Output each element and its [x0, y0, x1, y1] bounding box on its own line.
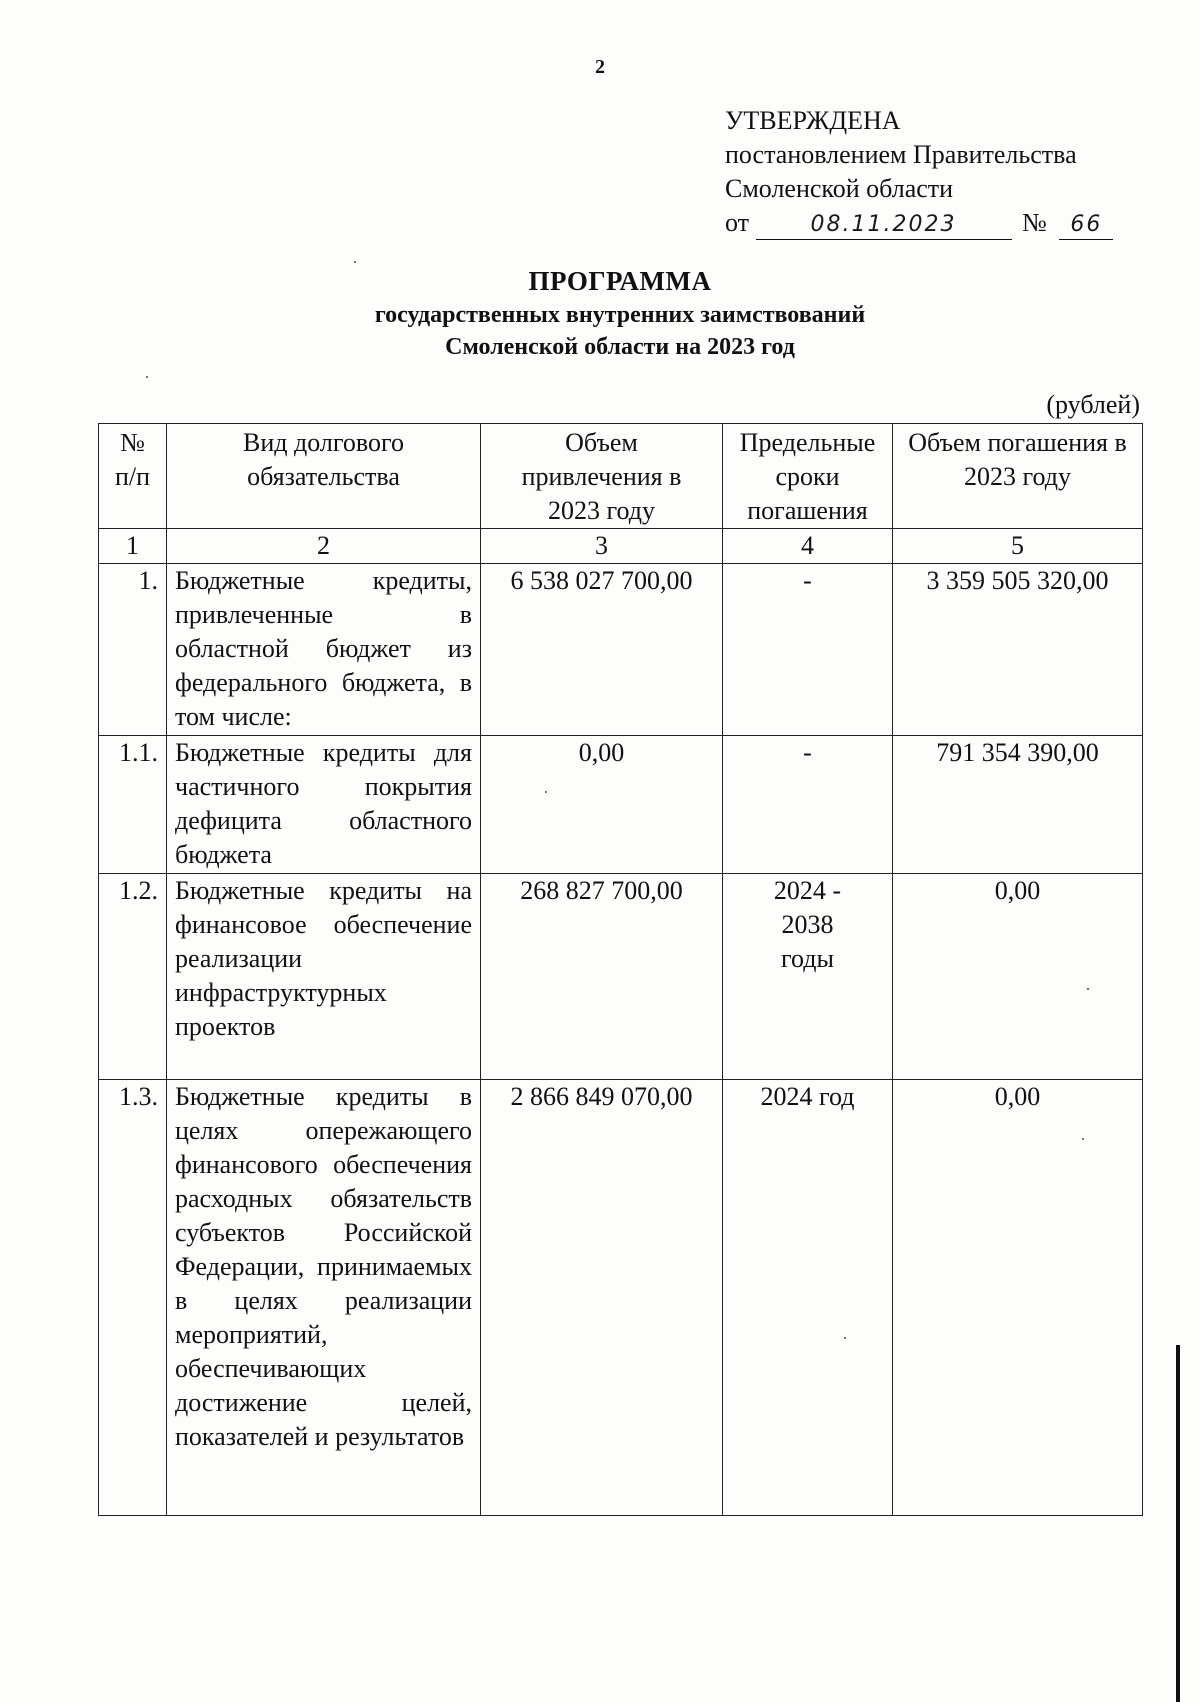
document-subtitle-line2: Смоленской области на 2023 год: [445, 334, 795, 360]
row-repayment-term: -: [723, 564, 893, 736]
scan-speck: [1082, 1138, 1084, 1140]
handwritten-number: 66: [1059, 212, 1113, 240]
row-debt-type: Бюджетные кредиты в целях опережающего финансового обеспечения расходных обязательств субъектов Российской Федерации, принимаемых в целях реализации мероприятий, обеспечивающих достижение целей, показателей и результатов: [167, 1080, 481, 1516]
header-raised-volume: Объем привлечения в 2023 году: [481, 424, 723, 529]
row-number: 1.: [99, 564, 167, 736]
row-raised-volume: 6 538 027 700,00: [481, 564, 723, 736]
row-raised-volume: 2 866 849 070,00: [481, 1080, 723, 1516]
row-raised-volume: 0,00: [481, 736, 723, 874]
scan-speck: [545, 791, 547, 793]
header-repaid-volume: Объем погашения в 2023 году: [893, 424, 1143, 529]
handwritten-date: 08.11.2023: [756, 212, 1012, 240]
row-repayment-term: -: [723, 736, 893, 874]
row-repaid-volume: 0,00: [893, 874, 1143, 1080]
scan-edge-bar: [1176, 1345, 1180, 1702]
column-number: 1: [99, 529, 167, 564]
row-repayment-term: 2024 год: [723, 1080, 893, 1516]
header-number: № п/п: [99, 424, 167, 529]
scan-speck: [146, 376, 148, 378]
row-repaid-volume: 0,00: [893, 1080, 1143, 1516]
approval-heading: УТВЕРЖДЕНА: [725, 106, 901, 135]
page-number: 2: [595, 56, 605, 78]
column-number: 5: [893, 529, 1143, 564]
table-row: [99, 1080, 1143, 1516]
row-debt-type: Бюджетные кредиты для частичного покрытия дефицита областного бюджета: [167, 736, 481, 874]
scan-speck: [1087, 988, 1089, 990]
row-repaid-volume: 3 359 505 320,00: [893, 564, 1143, 736]
approval-stamp-block: [725, 104, 1113, 240]
scan-speck: [844, 1337, 846, 1339]
table-row: [99, 564, 1143, 736]
row-repaid-volume: 791 354 390,00: [893, 736, 1143, 874]
header-repayment-terms: Предельные сроки погашения: [723, 424, 893, 529]
borrowing-program-table: [98, 423, 1143, 1516]
approval-date-number-row: [725, 206, 1113, 240]
number-label: №: [1022, 208, 1047, 237]
table-row: [99, 874, 1143, 1080]
approval-issuer: постановлением Правительства: [725, 140, 1077, 169]
column-number: 3: [481, 529, 723, 564]
document-subtitle-line1: государственных внутренних заимствований: [374, 302, 866, 328]
from-label: от: [725, 208, 750, 237]
row-number: 1.3.: [99, 1080, 167, 1516]
units-label: (рублей): [1046, 390, 1140, 419]
row-number: 1.2.: [99, 874, 167, 1080]
column-number: 4: [723, 529, 893, 564]
header-debt-type: Вид долгового обязательства: [167, 424, 481, 529]
column-number: 2: [167, 529, 481, 564]
table-row: [99, 736, 1143, 874]
approval-region: Смоленской области: [725, 174, 954, 203]
row-debt-type: Бюджетные кредиты, привлеченные в областной бюджет из федерального бюджета, в том числе:: [167, 564, 481, 736]
table-header-row: [99, 424, 1143, 529]
document-title: ПРОГРАММА: [528, 266, 712, 296]
scan-speck: [354, 261, 356, 263]
row-debt-type: Бюджетные кредиты на финансовое обеспечение реализации инфраструктурных проектов: [167, 874, 481, 1080]
row-number: 1.1.: [99, 736, 167, 874]
column-number-row: [99, 529, 1143, 564]
row-repayment-term: 2024 - 2038 годы: [723, 874, 893, 1080]
row-raised-volume: 268 827 700,00: [481, 874, 723, 1080]
